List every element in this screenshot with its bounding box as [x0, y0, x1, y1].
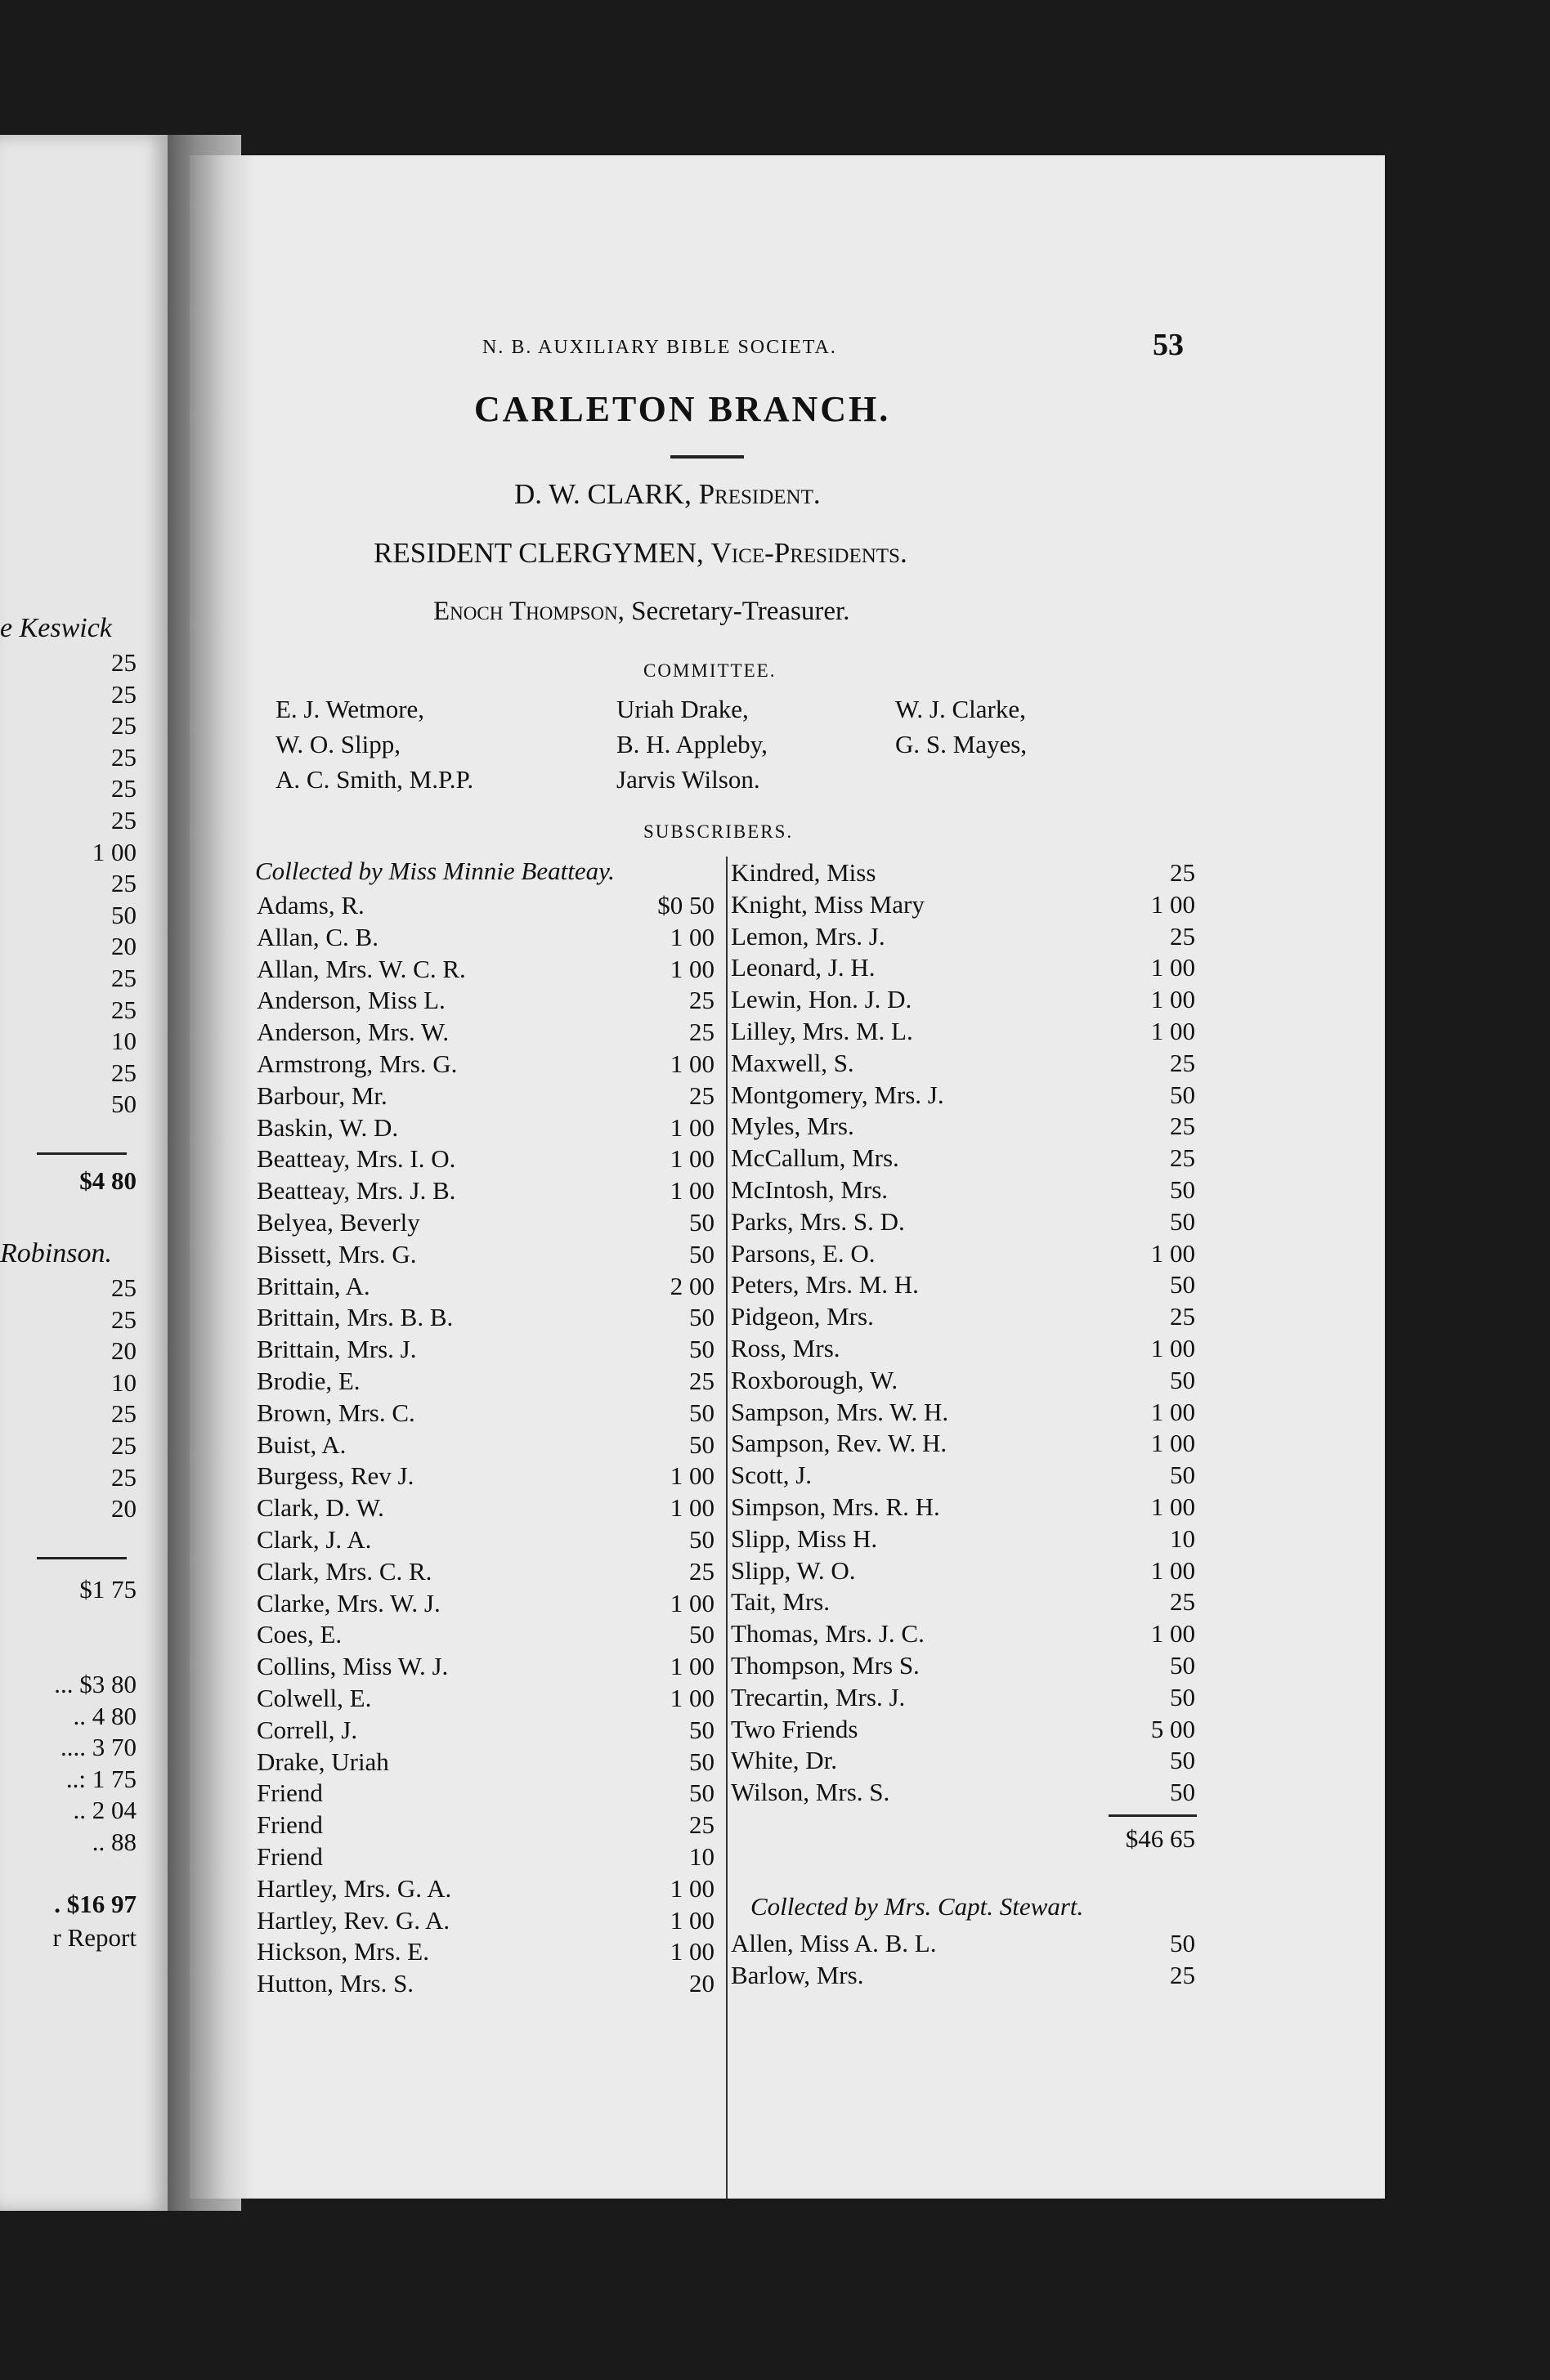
subscriber-amount: 25	[689, 1080, 715, 1110]
committee-member: A. C. Smith, M.P.P.	[276, 765, 474, 794]
subscriber-amount: 25	[689, 1556, 715, 1586]
summary-amount: .... 3 70	[60, 1733, 137, 1762]
subscriber-amount: 1 00	[1150, 1555, 1195, 1585]
president-name: D. W. CLARK,	[514, 478, 692, 510]
secretary-line	[433, 597, 849, 627]
subscriber-name: Brittain, Mrs. B. B.	[257, 1303, 454, 1332]
subscriber-amount: 50	[1170, 1270, 1195, 1300]
subscriber-name: Baskin, W. D.	[257, 1112, 399, 1142]
subscriber-amount: $0 50	[657, 891, 715, 919]
keswick-amount: 25	[111, 742, 137, 772]
subscriber-amount: 25	[689, 1810, 715, 1840]
subscriber-name: Brown, Mrs. C.	[257, 1398, 415, 1427]
subscriber-name: Leonard, J. H.	[731, 953, 876, 982]
summary-total: . $16 97	[54, 1890, 137, 1918]
robinson-amount: 25	[111, 1431, 137, 1460]
subscriber-amount: 50	[1170, 1682, 1195, 1711]
robinson-amount: 25	[111, 1399, 137, 1429]
column-divider	[726, 857, 728, 2199]
subscriber-name: Coes, E.	[257, 1620, 343, 1649]
robinson-amount: 25	[111, 1273, 137, 1302]
vice-presidents-name: RESIDENT CLERGYMEN,	[374, 537, 704, 569]
spine-shadow	[190, 155, 255, 2199]
subscriber-name: Anderson, Miss L.	[257, 986, 446, 1015]
subscriber-amount: 50	[1170, 1365, 1195, 1394]
summary-amount: .. 88	[92, 1828, 137, 1856]
summary-amount: .. 2 04	[73, 1796, 137, 1825]
subscriber-name: Allen, Miss A. B. L.	[731, 1929, 937, 1957]
subscriber-amount: 50	[1170, 1080, 1195, 1109]
subscriber-name: McIntosh, Mrs.	[731, 1175, 889, 1204]
subscriber-name: Hickson, Mrs. E.	[257, 1937, 429, 1966]
committee-member: Jarvis Wilson.	[616, 765, 760, 794]
subscriber-name: Allan, Mrs. W. C. R.	[257, 954, 466, 983]
subscriber-name: Friend	[257, 1842, 323, 1871]
keswick-amount: 25	[111, 774, 137, 803]
subscriber-name: McCallum, Mrs.	[731, 1143, 899, 1173]
subscriber-name: Burgess, Rev J.	[257, 1461, 414, 1491]
subscriber-amount: 25	[1170, 1048, 1195, 1077]
committee-member: G. S. Mayes,	[895, 730, 1028, 758]
subscriber-amount: 25	[689, 986, 715, 1015]
subscriber-amount: 1 00	[670, 922, 715, 951]
subscriber-name: Trecartin, Mrs. J.	[731, 1682, 906, 1711]
subscriber-amount: 1 00	[1150, 1619, 1195, 1649]
keswick-amount: 25	[111, 806, 137, 834]
subscriber-name: Montgomery, Mrs. J.	[731, 1080, 944, 1109]
keswick-amount: 25	[111, 648, 137, 677]
subscriber-name: Kindred, Miss	[731, 858, 876, 887]
subscriber-amount: 50	[689, 1303, 715, 1332]
subscriber-name: Peters, Mrs. M. H.	[731, 1270, 919, 1300]
subscriber-name: Parks, Mrs. S. D.	[731, 1206, 905, 1236]
subscriber-amount: 25	[1170, 1302, 1195, 1331]
subscriber-amount: 1 00	[670, 1652, 715, 1681]
committee-member: E. J. Wetmore,	[276, 695, 425, 723]
subscriber-name: White, Dr.	[731, 1746, 837, 1775]
subscriber-name: Slipp, W. O.	[731, 1555, 856, 1585]
subscriber-amount: 25	[1170, 1960, 1195, 1989]
subscriber-name: Parsons, E. O.	[731, 1238, 876, 1268]
subscriber-amount: 50	[689, 1208, 715, 1237]
subscriber-name: Buist, A.	[257, 1429, 347, 1459]
second-collector: Collected by Mrs. Capt. Stewart.	[750, 1892, 1084, 1921]
subscriber-name: Slipp, Miss H.	[731, 1523, 878, 1553]
subscriber-amount: 50	[1170, 1746, 1195, 1775]
subscriber-name: Brodie, E.	[257, 1367, 361, 1395]
keswick-amount: 50	[111, 1089, 137, 1119]
subscriber-name: Friend	[257, 1810, 323, 1840]
subscriber-amount: 1 00	[670, 1588, 715, 1617]
subscriber-amount: 50	[689, 1715, 715, 1744]
subscriber-amount: 1 00	[670, 1144, 715, 1174]
robinson-amount: 25	[111, 1304, 137, 1334]
committee-member: Uriah Drake,	[616, 695, 749, 723]
keswick-amount: 25	[111, 1058, 137, 1087]
subscriber-name: Clarke, Mrs. W. J.	[257, 1588, 441, 1617]
right-column-total: $46 65	[1125, 1824, 1195, 1853]
subscriber-amount: 50	[1170, 1461, 1195, 1490]
subscriber-name: Wilson, Mrs. S.	[731, 1778, 890, 1807]
keswick-amount: 10	[111, 1027, 137, 1056]
subscriber-name: Correll, J.	[257, 1715, 358, 1744]
subscriber-name: Tait, Mrs.	[731, 1587, 830, 1617]
subscriber-amount: 1 00	[1150, 953, 1195, 982]
subscriber-amount: 10	[1170, 1523, 1195, 1553]
subscriber-amount: 25	[1170, 858, 1195, 887]
branch-title: CARLETON BRANCH.	[474, 389, 891, 429]
subscriber-name: Hartley, Rev. G. A.	[257, 1905, 450, 1935]
subscriber-amount: 50	[1170, 1929, 1195, 1957]
page-number: 53	[1153, 328, 1184, 362]
subscriber-name: Lemon, Mrs. J.	[731, 921, 885, 951]
robinson-amount: 10	[111, 1367, 137, 1397]
subscriber-name: Maxwell, S.	[731, 1048, 854, 1077]
subscriber-name: Drake, Uriah	[257, 1747, 389, 1776]
subscriber-amount: 1 00	[670, 954, 715, 983]
subscriber-amount: 1 00	[670, 1176, 715, 1206]
subscriber-amount: 50	[689, 1747, 715, 1776]
subscriber-amount: 1 00	[670, 1112, 715, 1142]
robinson-total-rule	[37, 1557, 127, 1559]
subscriber-amount: 50	[689, 1429, 715, 1459]
subscriber-amount: 1 00	[670, 1049, 715, 1078]
subscriber-amount: 1 00	[1150, 1397, 1195, 1426]
subscriber-name: Belyea, Beverly	[257, 1208, 420, 1237]
subscriber-amount: 1 00	[670, 1684, 715, 1712]
subscriber-name: Clark, D. W.	[257, 1493, 384, 1523]
subscriber-amount: 1 00	[1150, 1017, 1195, 1045]
subscriber-name: Two Friends	[731, 1714, 858, 1743]
subscriber-amount: 50	[689, 1620, 715, 1649]
subscriber-amount: 2 00	[670, 1271, 715, 1300]
subscriber-name: Bissett, Mrs. G.	[257, 1239, 417, 1268]
subscriber-name: Allan, C. B.	[257, 922, 379, 951]
committee-heading: COMMITTEE.	[643, 660, 777, 681]
keswick-label: e Keswick	[0, 613, 112, 643]
committee-member: B. H. Appleby,	[616, 730, 768, 758]
subscriber-name: Thomas, Mrs. J. C.	[731, 1619, 925, 1649]
subscriber-amount: 50	[689, 1778, 715, 1808]
keswick-amount: 25	[111, 995, 137, 1024]
keswick-total: $4 80	[79, 1166, 137, 1195]
title-rule	[670, 455, 744, 459]
subscriber-name: Hutton, Mrs. S.	[257, 1969, 414, 1998]
president-line	[514, 478, 821, 511]
subscriber-amount: 1 00	[1150, 1238, 1195, 1268]
keswick-amount: 25	[111, 869, 137, 898]
subscriber-amount: 10	[689, 1842, 715, 1871]
subscriber-name: Brittain, Mrs. J.	[257, 1335, 417, 1364]
subscriber-name: Friend	[257, 1778, 323, 1808]
subscriber-amount: 1 00	[1150, 1492, 1195, 1521]
subscriber-amount: 25	[689, 1018, 715, 1047]
subscriber-amount: 50	[689, 1239, 715, 1268]
subscriber-name: Clark, J. A.	[257, 1525, 372, 1554]
keswick-amount: 25	[111, 711, 137, 740]
subscriber-amount: 50	[1170, 1175, 1195, 1204]
subscriber-amount: 50	[689, 1525, 715, 1554]
subscriber-name: Ross, Mrs.	[731, 1334, 840, 1362]
subscriber-name: Myles, Mrs.	[731, 1112, 854, 1141]
subscriber-name: Barbour, Mr.	[257, 1080, 388, 1110]
committee-member: W. O. Slipp,	[276, 730, 401, 758]
subscriber-name: Colwell, E.	[257, 1684, 372, 1712]
subscriber-amount: 50	[1170, 1651, 1195, 1680]
robinson-amount: 20	[111, 1494, 137, 1523]
subscriber-amount: 1 00	[670, 1937, 715, 1966]
secretary-name: Enoch Thompson,	[433, 597, 625, 626]
keswick-amount: 20	[111, 932, 137, 961]
subscriber-name: Brittain, A.	[257, 1271, 370, 1300]
vice-presidents-line	[374, 537, 907, 570]
subscriber-amount: 50	[1170, 1206, 1195, 1236]
subscriber-amount: 1 00	[670, 1493, 715, 1523]
subscriber-name: Roxborough, W.	[731, 1365, 898, 1394]
previous-page-fragment	[0, 135, 168, 2211]
subscribers-heading: SUBSCRIBERS.	[643, 821, 794, 842]
subscriber-name: Scott, J.	[731, 1461, 813, 1490]
summary-amount: .. 4 80	[73, 1701, 137, 1730]
vice-presidents-title: Vice-Presidents.	[710, 537, 907, 569]
subscriber-amount: 50	[689, 1335, 715, 1364]
keswick-total-rule	[37, 1152, 127, 1155]
subscriber-amount: 50	[1170, 1778, 1195, 1807]
subscriber-name: Simpson, Mrs. R. H.	[731, 1492, 940, 1521]
running-head: N. B. AUXILIARY BIBLE SOCIETA.	[482, 337, 837, 358]
subscriber-name: Collins, Miss W. J.	[257, 1652, 449, 1681]
subscriber-amount: 25	[1170, 1143, 1195, 1173]
keswick-amount: 1 00	[92, 837, 137, 866]
subscriber-name: Knight, Miss Mary	[731, 889, 925, 919]
subscriber-amount: 1 00	[670, 1905, 715, 1935]
subscriber-amount: 1 00	[1150, 889, 1195, 919]
robinson-amount: 20	[111, 1336, 137, 1366]
subscriber-amount: 1 00	[1150, 1334, 1195, 1362]
subscriber-name: Lewin, Hon. J. D.	[731, 985, 912, 1014]
subscriber-amount: 25	[689, 1367, 715, 1395]
subscriber-amount: 25	[1170, 1112, 1195, 1141]
right-total-rule	[1109, 1814, 1197, 1817]
subscriber-amount: 50	[689, 1398, 715, 1427]
keswick-amount: 25	[111, 964, 137, 992]
subscriber-amount: 1 00	[1150, 985, 1195, 1014]
summary-amount: ..: 1 75	[65, 1764, 137, 1793]
report-label: r Report	[52, 1923, 137, 1952]
subscriber-name: Sampson, Mrs. W. H.	[731, 1397, 949, 1426]
subscriber-name: Clark, Mrs. C. R.	[257, 1556, 432, 1586]
subscriber-amount: 25	[1170, 1587, 1195, 1617]
keswick-amount: 50	[111, 900, 137, 929]
subscriber-name: Pidgeon, Mrs.	[731, 1302, 874, 1331]
subscriber-amount: 25	[1170, 921, 1195, 951]
keswick-amount: 25	[111, 679, 137, 709]
subscriber-amount: 20	[689, 1969, 715, 1998]
book-page	[190, 155, 1385, 2199]
subscriber-amount: 1 00	[670, 1461, 715, 1491]
subscriber-amount: 5 00	[1150, 1714, 1195, 1743]
robinson-total: $1 75	[79, 1575, 137, 1604]
subscriber-name: Armstrong, Mrs. G.	[257, 1049, 458, 1078]
subscriber-name: Barlow, Mrs.	[731, 1960, 864, 1989]
robinson-amount: 25	[111, 1462, 137, 1492]
subscriber-name: Beatteay, Mrs. I. O.	[257, 1144, 456, 1174]
subscriber-name: Anderson, Mrs. W.	[257, 1018, 450, 1047]
president-title: President.	[698, 478, 821, 510]
subscriber-name: Adams, R.	[257, 891, 365, 919]
subscriber-amount: 1 00	[670, 1873, 715, 1903]
subscriber-name: Sampson, Rev. W. H.	[731, 1429, 947, 1458]
subscriber-name: Thompson, Mrs S.	[731, 1651, 920, 1680]
subscriber-name: Lilley, Mrs. M. L.	[731, 1017, 913, 1045]
subscriber-name: Beatteay, Mrs. J. B.	[257, 1176, 456, 1206]
secretary-title: Secretary-Treasurer.	[631, 597, 850, 626]
first-collector: Collected by Miss Minnie Beatteay.	[255, 857, 615, 885]
summary-amount: ... $3 80	[54, 1670, 137, 1698]
subscriber-amount: 1 00	[1150, 1429, 1195, 1458]
subscriber-name: Hartley, Mrs. G. A.	[257, 1873, 452, 1903]
committee-member: W. J. Clarke,	[895, 695, 1026, 723]
robinson-label: Robinson.	[0, 1238, 112, 1268]
